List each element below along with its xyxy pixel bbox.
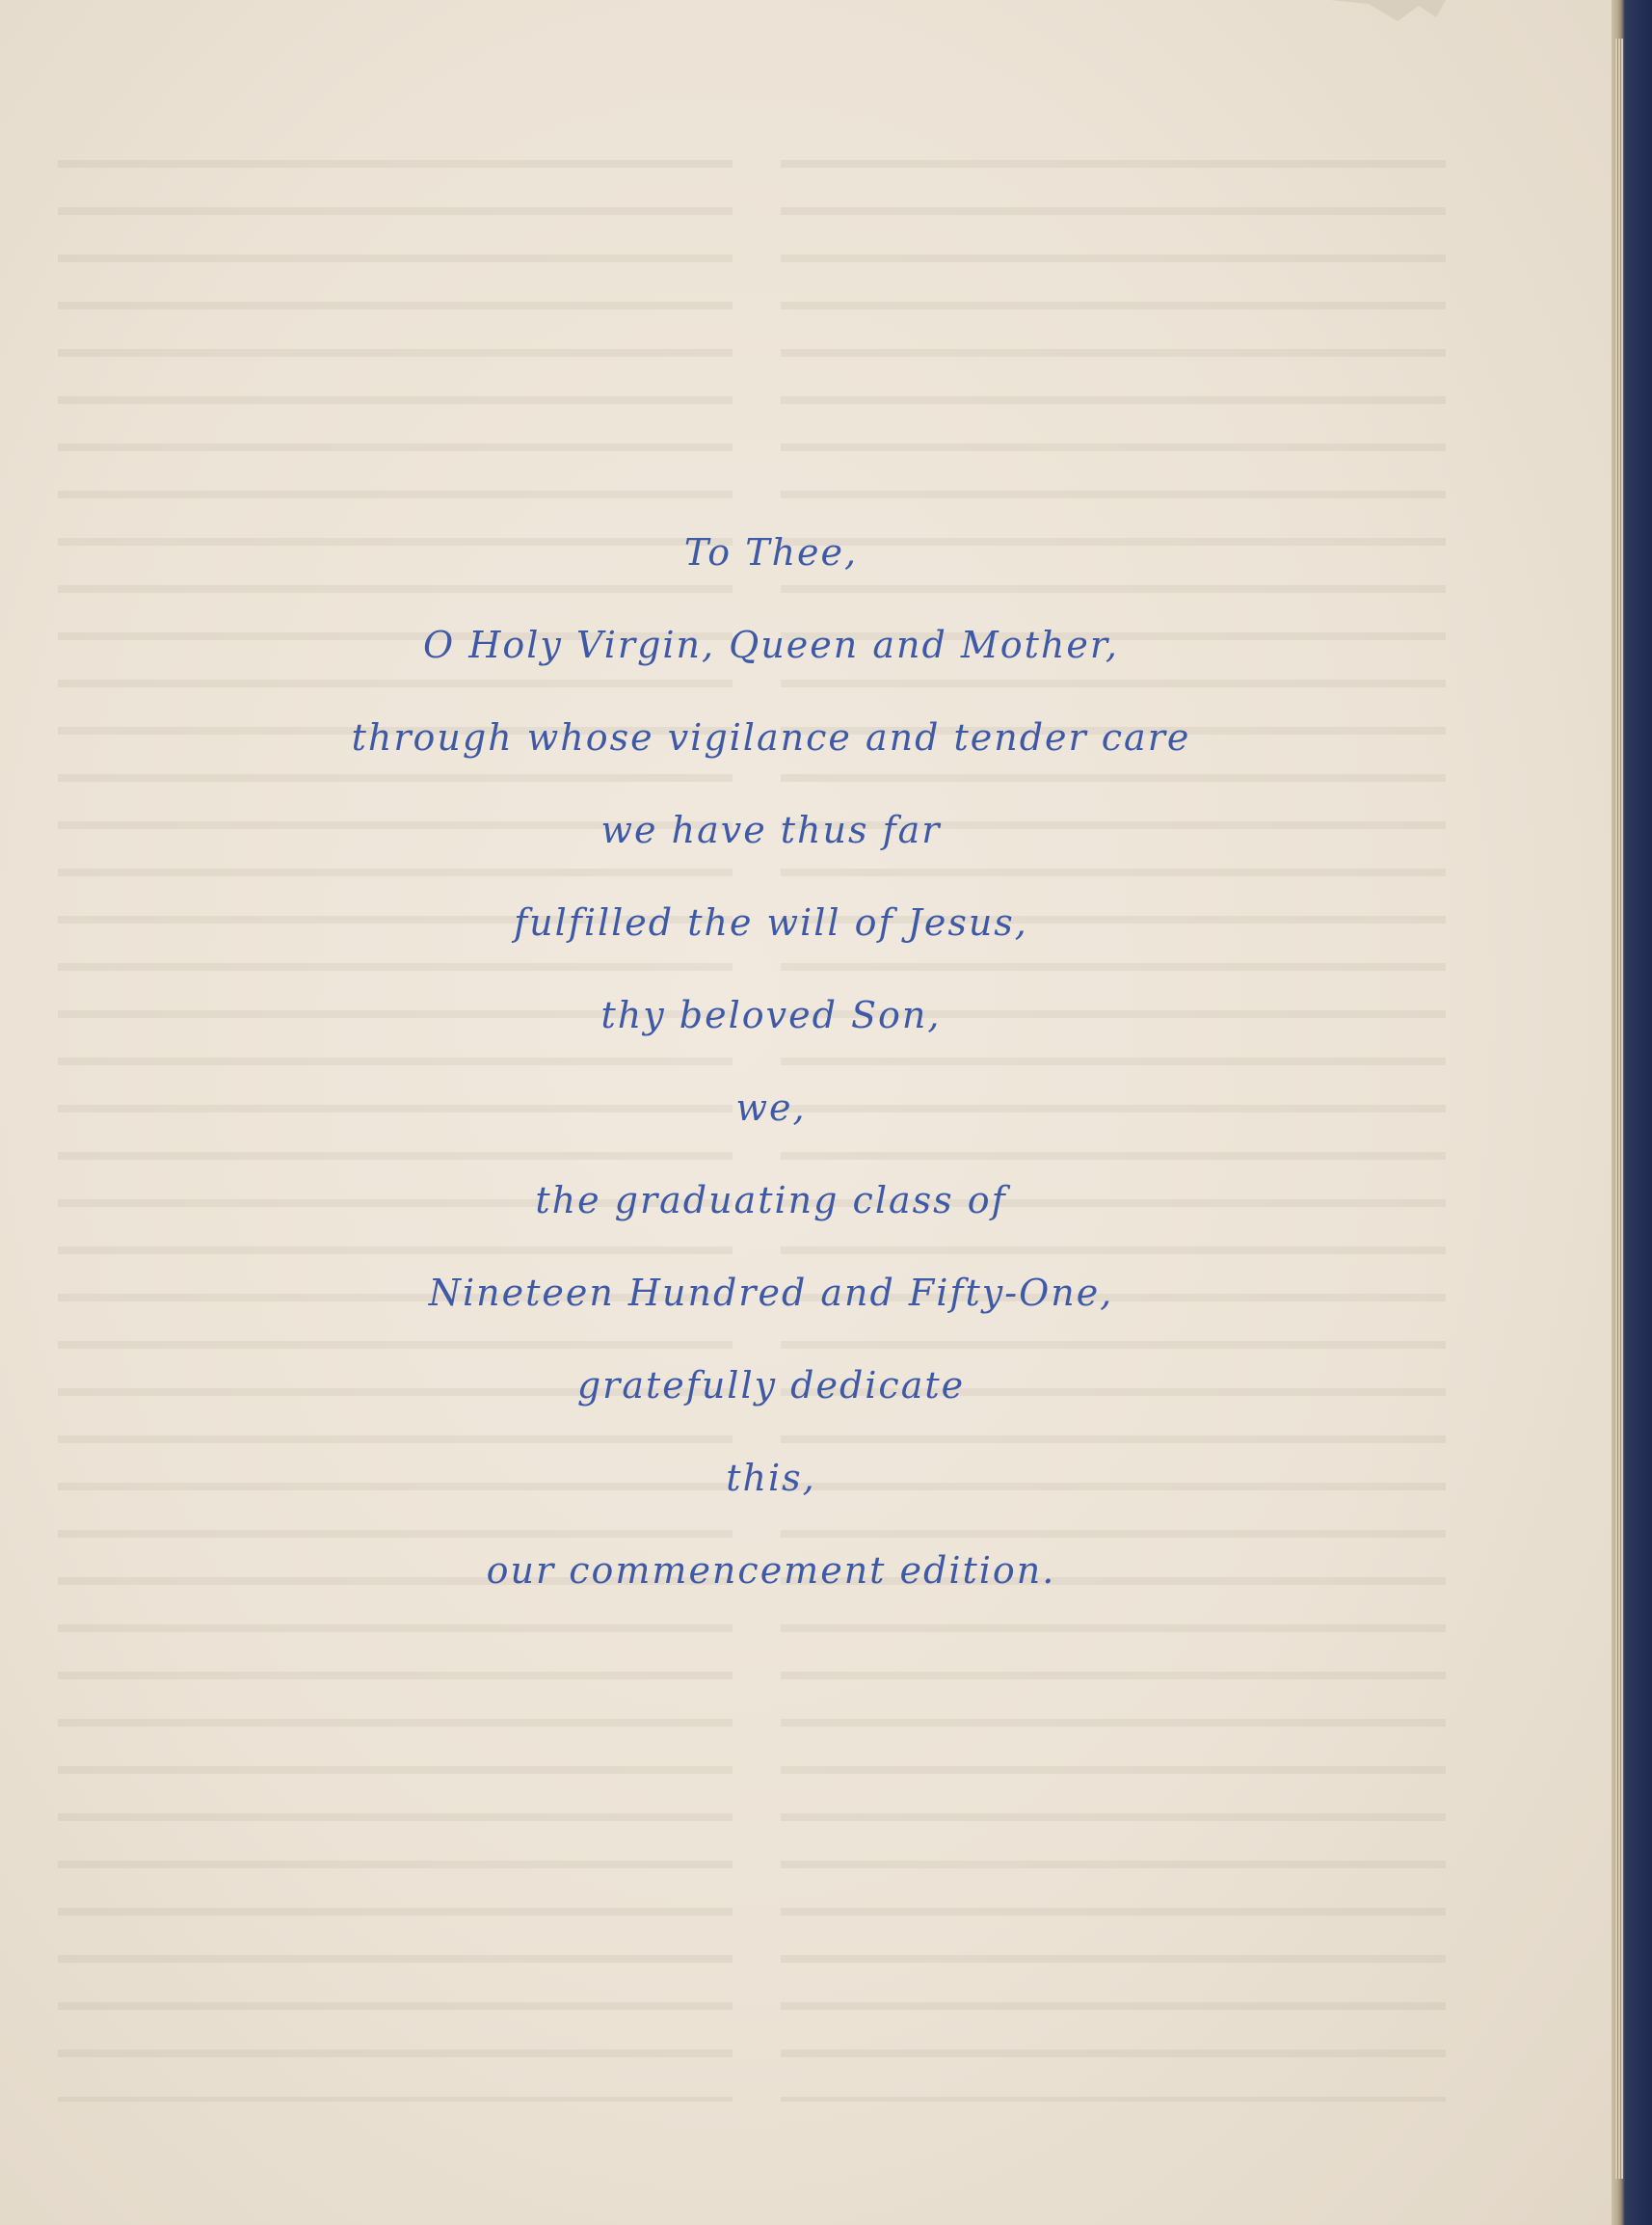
dedication-line: the graduating class of (535, 1179, 1007, 1221)
dedication-line: O Holy Virgin, Queen and Mother, (423, 624, 1119, 666)
dedication-line: our commencement edition. (486, 1549, 1056, 1592)
page-corner-tear (1330, 0, 1446, 39)
dedication-line: Nineteen Hundred and Fifty-One, (428, 1272, 1114, 1314)
dedication-text (145, 525, 1398, 1682)
dedication-line: through whose vigilance and tender care (351, 716, 1191, 759)
book-spine-edge (1612, 0, 1652, 2225)
dedication-line: we have thus far (600, 809, 942, 851)
dedication-line: gratefully dedicate (576, 1364, 966, 1407)
dedication-line: fulfilled the will of Jesus, (514, 901, 1028, 944)
dedication-line: To Thee, (683, 531, 859, 574)
dedication-line: we, (735, 1086, 807, 1129)
page-stack-edge (1615, 39, 1623, 2179)
dedication-line: thy beloved Son, (600, 994, 942, 1036)
dedication-line: this, (726, 1457, 816, 1499)
